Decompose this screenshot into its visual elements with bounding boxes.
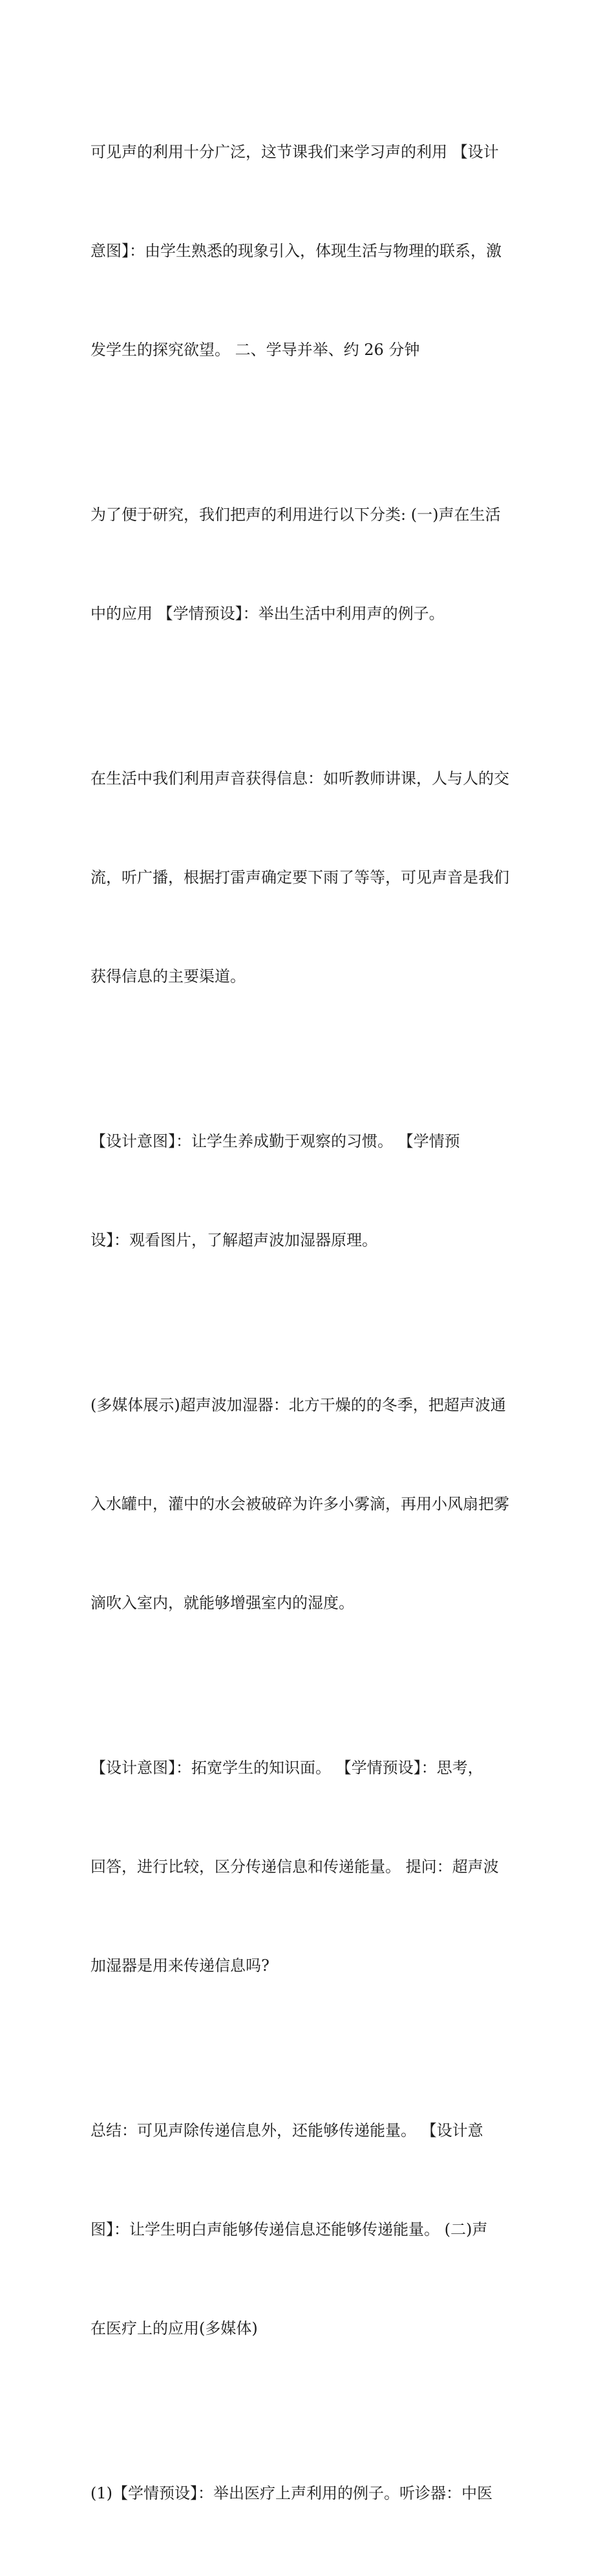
- text-line: 中的应用 【学情预设】：举出生活中利用声的例子。: [90, 605, 445, 623]
- text-line: (1)【学情预设】：举出医疗上声利用的例子。听诊器：中医: [90, 2484, 492, 2502]
- text-line: 图】：让学生明白声能够传递信息还能够传递能量。 (二)声: [90, 2220, 488, 2238]
- text-line: 获得信息的主要渠道。: [90, 967, 246, 985]
- text-line: 【设计意图】：让学生养成勤于观察的习惯。 【学情预: [90, 1132, 460, 1150]
- paragraph-2: [90, 433, 530, 696]
- paragraph-6: [90, 1686, 530, 2048]
- paragraph-5: [90, 1323, 530, 1686]
- text-line: 发学生的探究欲望。 二、学导并举、约 26 分钟: [90, 341, 420, 359]
- text-line: 设】：观看图片，了解超声波加湿器原理。: [90, 1231, 377, 1249]
- document-body: [90, 70, 530, 2576]
- paragraph-4: [90, 1059, 530, 1323]
- paragraph-8: [90, 2411, 530, 2576]
- paragraph-1: [90, 70, 530, 433]
- text-line: 入水罐中，灌中的水会被破碎为许多小雾滴，再用小风扇把雾: [90, 1495, 509, 1513]
- text-line: 在生活中我们利用声音获得信息：如听教师讲课，人与人的交: [90, 769, 509, 788]
- text-line: 可见声的利用十分广泛，这节课我们来学习声的利用 【设计: [90, 143, 499, 161]
- text-line: 加湿器是用来传递信息吗?: [90, 1957, 270, 1975]
- text-line: 【设计意图】：拓宽学生的知识面。 【学情预设】：思考，: [90, 1759, 483, 1777]
- text-line: 滴吹入室内，就能够增强室内的湿度。: [90, 1594, 354, 1612]
- text-line: 为了便于研究，我们把声的利用进行以下分类: (一)声在生活: [90, 506, 501, 524]
- text-line: (多媒体展示)超声波加湿器：北方干燥的的冬季，把超声波通: [90, 1396, 506, 1414]
- text-line: 总结：可见声除传递信息外，还能够传递能量。 【设计意: [90, 2121, 483, 2140]
- text-line: 回答，进行比较，区分传递信息和传递能量。 提问：超声波: [90, 1858, 499, 1876]
- text-line: 在医疗上的应用(多媒体): [90, 2319, 258, 2337]
- paragraph-7: [90, 2048, 530, 2411]
- text-line: 意图】：由学生熟悉的现象引入，体现生活与物理的联系，激: [90, 242, 502, 260]
- text-line: 流，听广播，根据打雷声确定要下雨了等等，可见声音是我们: [90, 868, 509, 886]
- paragraph-3: [90, 696, 530, 1059]
